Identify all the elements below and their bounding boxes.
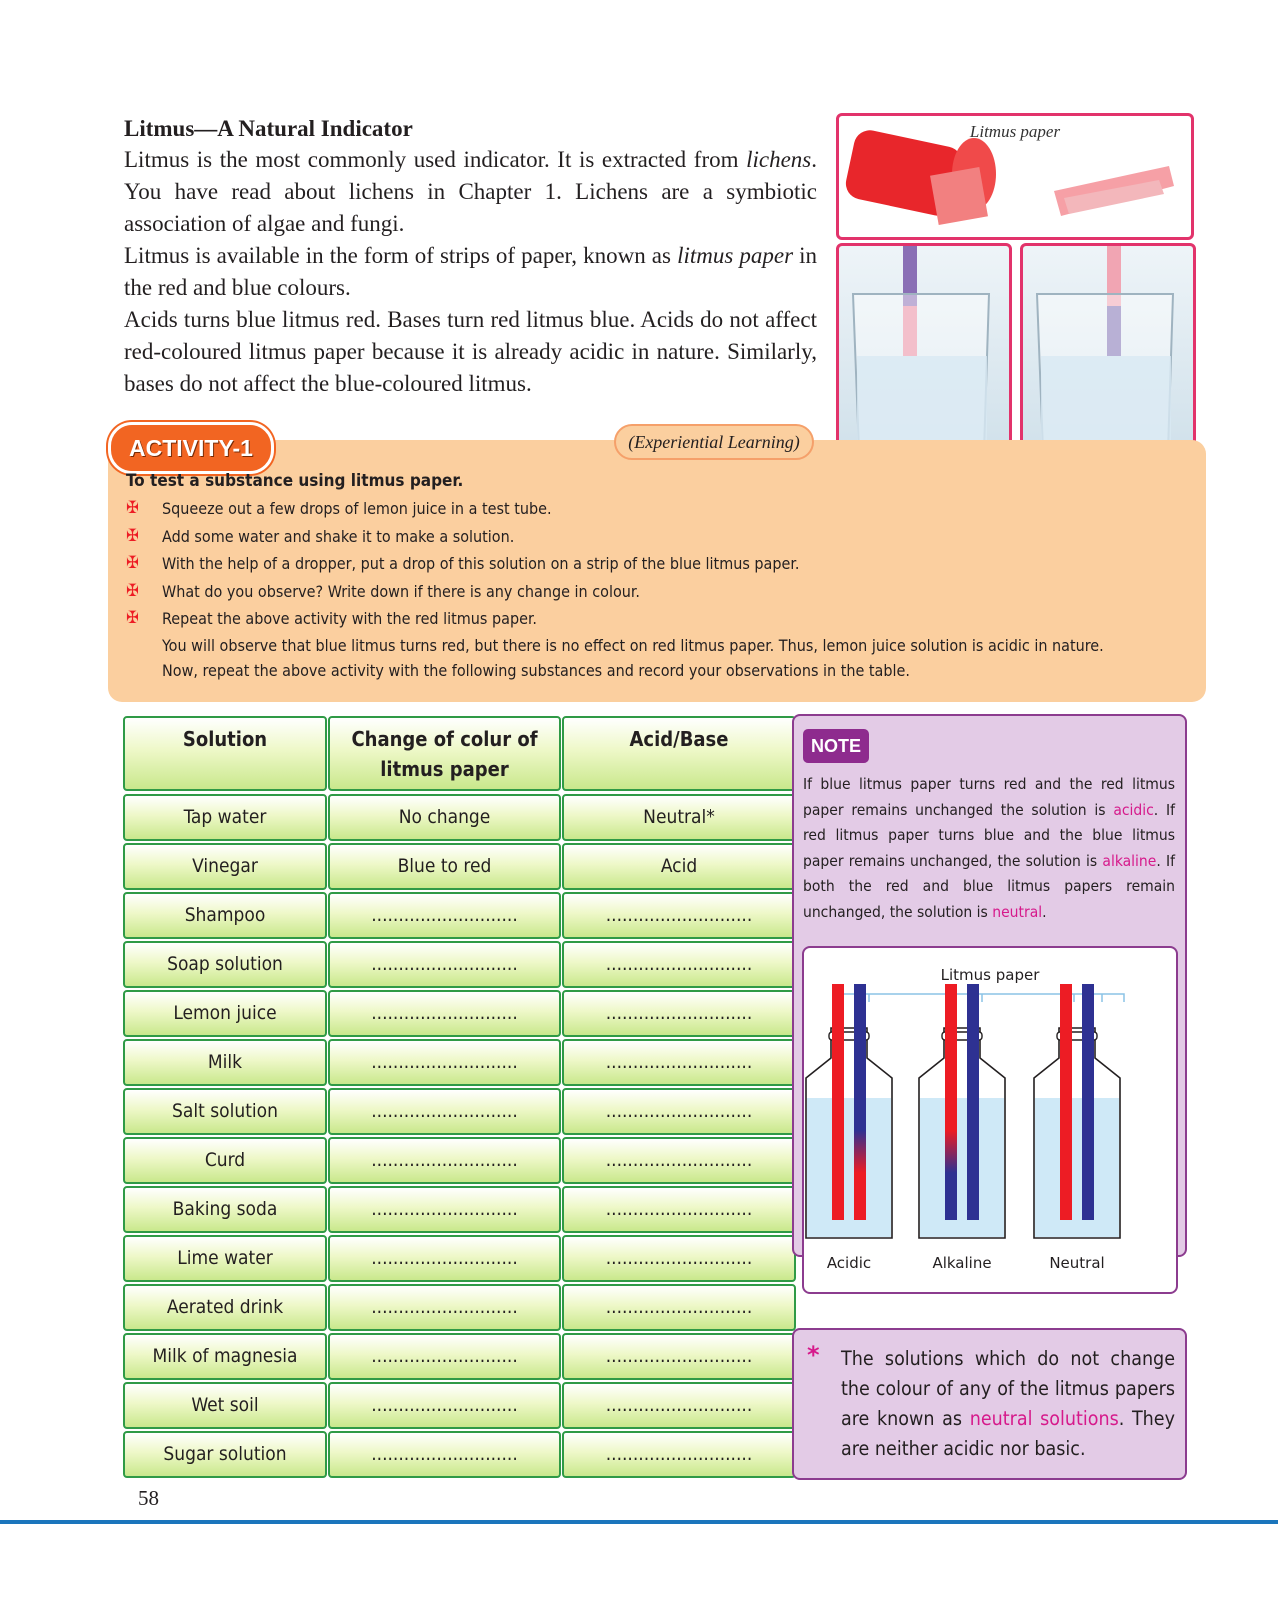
- activity-step-text: Repeat the above activity with the red litmus paper.: [162, 609, 537, 628]
- table-header-change-line-2: litmus paper: [380, 757, 509, 781]
- table-cell-change: ...........................: [328, 892, 561, 939]
- note-badge: NOTE: [803, 729, 869, 763]
- neutral-note-highlight: neutral solutions: [969, 1407, 1119, 1430]
- table-cell-solution: Sugar solution: [123, 1431, 327, 1478]
- table-cell-change: ...........................: [328, 1284, 561, 1331]
- table-cell-solution: Soap solution: [123, 941, 327, 988]
- table-cell-acid-base: ...........................: [562, 892, 796, 939]
- intro-p1-text-end: . You have read about lichens in Chapter 1. Lichens are a symbiotic association of algae and fungi.: [124, 147, 817, 236]
- litmus-diagram: [802, 946, 1178, 1294]
- cross-bullet-icon: ✠: [126, 608, 139, 628]
- footer-rule: [0, 1520, 1278, 1524]
- intro-text: [124, 144, 817, 400]
- activity-step-text: What do you observe? Write down if there is any change in colour.: [162, 581, 640, 601]
- table-cell-acid-base: ...........................: [562, 941, 796, 988]
- cross-bullet-icon: ✠: [126, 553, 139, 573]
- intro-p1-text: Litmus is the most commonly used indicator. It is extracted from: [124, 147, 747, 172]
- beaker-water-icon: [1041, 356, 1171, 450]
- intro-paragraph-1: [124, 144, 817, 240]
- table-cell-acid-base: ...........................: [562, 1039, 796, 1086]
- activity-step-text: Squeeze out a few drops of lemon juice in a test tube.: [162, 499, 552, 518]
- blue-litmus-strip: [1082, 984, 1094, 1220]
- table-cell-solution: Curd: [123, 1137, 327, 1184]
- table-cell-acid-base: ...........................: [562, 990, 796, 1037]
- table-cell-change: ...........................: [328, 1333, 561, 1380]
- table-cell-change: ...........................: [328, 1137, 561, 1184]
- table-cell-change: ...........................: [328, 1235, 561, 1282]
- table-cell-change: ...........................: [328, 990, 561, 1037]
- blue-litmus-strip-turned-red: [854, 984, 866, 1220]
- activity-step: [126, 605, 1186, 633]
- alkaline-bottle: [919, 984, 1005, 1238]
- bottle-water-icon: [920, 1098, 1004, 1237]
- red-litmus-strip-turned-blue: [945, 984, 957, 1220]
- intro-p1-emphasis: lichens: [746, 147, 812, 172]
- activity-step: [126, 523, 1186, 551]
- note-text-part: If blue litmus paper turns red and the red litmus paper remains unchanged the solution is: [803, 775, 1175, 819]
- base-beaker-image: [1023, 246, 1193, 462]
- activity-badge: ACTIVITY-1: [108, 422, 274, 474]
- table-cell-acid-base: Acid: [562, 843, 796, 890]
- table-cell-acid-base: ...........................: [562, 1088, 796, 1135]
- note-highlight-acidic: acidic: [1113, 800, 1154, 819]
- acidic-bottle: [806, 984, 892, 1238]
- table-cell-acid-base: ...........................: [562, 1186, 796, 1233]
- table-cell-solution: Wet soil: [123, 1382, 327, 1429]
- table-cell-change: No change: [328, 794, 561, 841]
- activity-observation: You will observe that blue litmus turns red, but there is no effect on red litmus paper. Thus, lemon juice solution is acidic in nature.: [162, 635, 1104, 655]
- intro-p2-text: Litmus is available in the form of strips of paper, known as: [124, 243, 678, 268]
- table-cell-solution: Milk of magnesia: [123, 1333, 327, 1380]
- neutral-note-part: . They are neither acidic nor basic.: [841, 1407, 1175, 1460]
- litmus-paper-caption: Litmus paper: [969, 122, 1061, 141]
- neutral-note-part: The solutions which do not change the colour of any of the litmus papers are known as: [841, 1347, 1175, 1430]
- table-cell-solution: Tap water: [123, 794, 327, 841]
- table-cell-solution: Shampoo: [123, 892, 327, 939]
- litmus-strip-bundle-icon: [930, 167, 988, 225]
- table-cell-acid-base: ...........................: [562, 1137, 796, 1184]
- table-cell-acid-base: ...........................: [562, 1284, 796, 1331]
- activity-tag: (Experiential Learning): [614, 424, 814, 460]
- table-cell-acid-base: Neutral*: [562, 794, 796, 841]
- table-cell-solution: Lime water: [123, 1235, 327, 1282]
- diagram-label-acidic: Acidic: [826, 1254, 872, 1272]
- table-cell-change: ...........................: [328, 1088, 561, 1135]
- intro-p2-emphasis: litmus paper: [677, 243, 794, 268]
- table-cell-change: ...........................: [328, 1382, 561, 1429]
- note-highlight-neutral: neutral: [992, 902, 1043, 921]
- table-cell-solution: Lemon juice: [123, 990, 327, 1037]
- activity-step: [126, 578, 1186, 606]
- intro-paragraph-3: Acids turns blue litmus red. Bases turn red litmus blue. Acids do not affect red-coloured litmus paper because it is already acidic in nature. Similarly, bases do not affect the blue-coloured litmus.: [124, 307, 817, 396]
- activity-body: [126, 471, 1186, 683]
- diagram-title: Litmus paper: [940, 966, 1040, 984]
- diagram-label-alkaline: Alkaline: [932, 1254, 992, 1272]
- cross-bullet-icon: ✠: [126, 580, 139, 601]
- table-cell-acid-base: ...........................: [562, 1235, 796, 1282]
- red-litmus-strip: [832, 984, 844, 1220]
- table-cell-acid-base: ...........................: [562, 1333, 796, 1380]
- diagram-connector-lines: [841, 994, 1124, 1002]
- table-header-acid-base: Acid/Base: [562, 716, 796, 791]
- page-number: 58: [138, 1486, 159, 1510]
- beaker-water-icon: [857, 356, 987, 450]
- neutral-note-text: [841, 1344, 1175, 1464]
- activity-step: [126, 550, 1186, 578]
- note-text-part: . If red litmus paper turns blue and the blue litmus paper remains unchanged, the solution is: [803, 800, 1175, 870]
- diagram-label-neutral: Neutral: [1049, 1254, 1105, 1272]
- note-text-part: . If both the red and blue litmus papers remain unchanged, the solution is: [803, 851, 1176, 921]
- table-cell-change: ...........................: [328, 1186, 561, 1233]
- cross-bullet-icon: ✠: [126, 498, 139, 518]
- table-cell-solution: Vinegar: [123, 843, 327, 890]
- note-highlight-alkaline: alkaline: [1102, 851, 1157, 870]
- activity-step: [126, 495, 1186, 523]
- table-cell-solution: Baking soda: [123, 1186, 327, 1233]
- table-header-solution: Solution: [123, 716, 327, 791]
- table-cell-solution: Milk: [123, 1039, 327, 1086]
- red-litmus-strip: [1060, 984, 1072, 1220]
- acid-beaker-illustration: [839, 246, 1009, 462]
- litmus-paper-photo: [836, 113, 1194, 240]
- activity-step-text: Add some water and shake it to make a solution.: [162, 526, 515, 546]
- section-title: Litmus—A Natural Indicator: [124, 116, 413, 141]
- activity-heading: To test a substance using litmus paper.: [126, 471, 464, 491]
- table-cell-acid-base: ...........................: [562, 1382, 796, 1429]
- note-text-part: .: [1042, 902, 1047, 921]
- activity-step-text: With the help of a dropper, put a drop of this solution on a strip of the blue litmus paper.: [162, 554, 800, 573]
- table-cell-change: ...........................: [328, 941, 561, 988]
- neutral-bottle: [1034, 984, 1120, 1238]
- base-beaker-illustration: [1023, 246, 1193, 462]
- cross-bullet-icon: ✠: [126, 525, 139, 546]
- litmus-diagram-svg: [804, 948, 1176, 1292]
- table-cell-change: ...........................: [328, 1039, 561, 1086]
- table-cell-change: Blue to red: [328, 843, 561, 890]
- table-cell-acid-base: ...........................: [562, 1431, 796, 1478]
- activity-instruction: Now, repeat the above activity with the following substances and record your observations in the table.: [162, 660, 910, 680]
- star-icon: *: [807, 1341, 820, 1369]
- table-header-change: [328, 716, 561, 791]
- bottle-water-icon: [1035, 1098, 1119, 1237]
- table-cell-change: ...........................: [328, 1431, 561, 1478]
- acid-beaker-image: [839, 246, 1009, 462]
- table-cell-solution: Aerated drink: [123, 1284, 327, 1331]
- intro-paragraph-2: [124, 240, 817, 304]
- table-header-change-line-1: Change of colur of: [351, 727, 538, 751]
- note-text: [803, 772, 1175, 925]
- table-cell-solution: Salt solution: [123, 1088, 327, 1135]
- blue-litmus-strip: [967, 984, 979, 1220]
- intro-p2-text-end: in the red and blue colours.: [124, 243, 818, 300]
- bottle-water-icon: [807, 1098, 891, 1237]
